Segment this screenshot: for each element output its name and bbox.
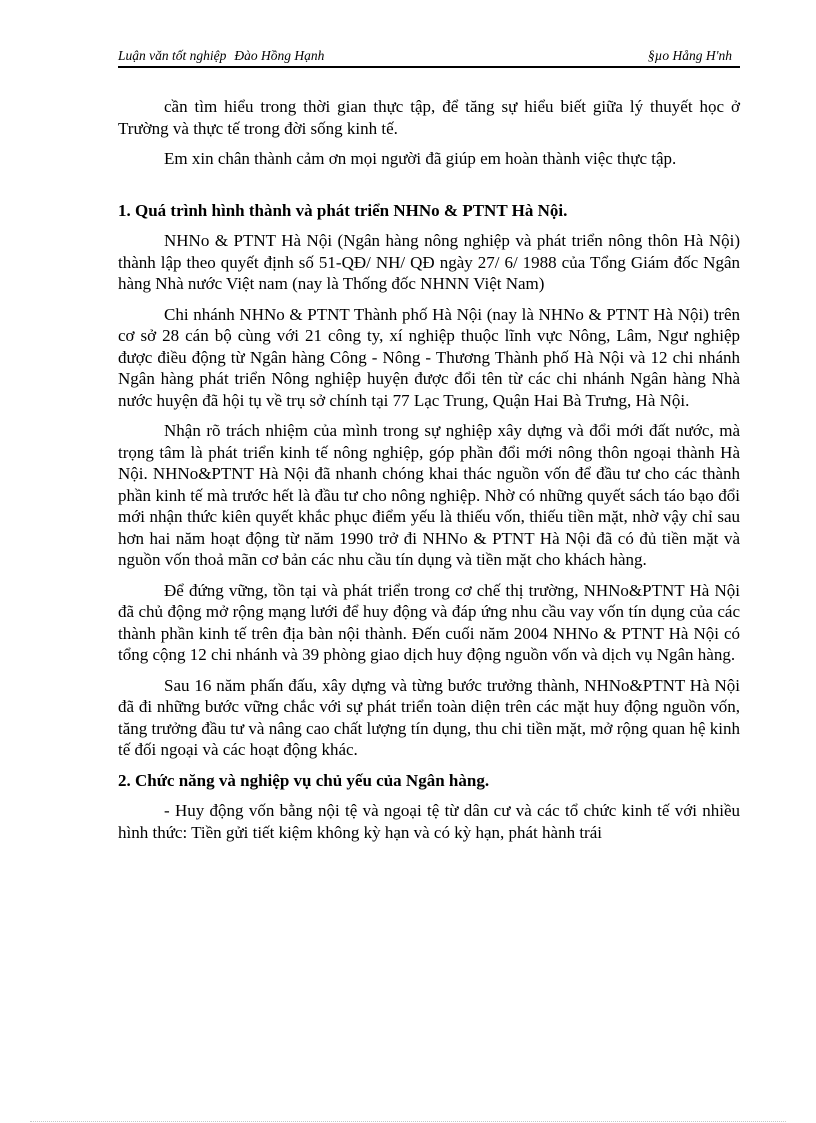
page-header xyxy=(118,46,740,68)
section-2-heading: 2. Chức năng và nghiệp vụ chủ yếu của Ngân hàng. xyxy=(118,770,490,790)
header-left xyxy=(118,48,324,64)
document-body xyxy=(118,96,740,852)
page-bottom-divider xyxy=(30,1121,786,1122)
section-1-heading: 1. Quá trình hình thành và phát triển NHNo & PTNT Hà Nội. xyxy=(118,200,568,220)
section-1-paragraph-1: NHNo & PTNT Hà Nội (Ngân hàng nông nghiệp và phát triển nông thôn Hà Nội) thành lập theo quyết định số 51-QĐ/ NH/ QĐ ngày 27/ 6/ 1988 của Tổng Giám đốc Ngân hàng Nhà nước Việt nam (nay là Thống đốc NHNN Việt Nam) xyxy=(118,231,740,293)
header-author: Đào Hồng Hạnh xyxy=(234,48,325,63)
section-2-paragraph-1: - Huy động vốn bằng nội tệ và ngoại tệ từ dân cư và các tổ chức kinh tế với nhiều hình thức: Tiền gửi tiết kiệm không kỳ hạn và có kỳ hạn, phát hành trái xyxy=(118,801,740,842)
section-1-paragraph-5: Sau 16 năm phấn đấu, xây dựng và từng bước trưởng thành, NHNo&PTNT Hà Nội đã đi những bước vững chắc với sự phát triển toàn diện trên các mặt huy động nguồn vốn, tăng trưởng đầu tư và nâng cao chất lượng tín dụng, thu chi tiền mặt, mở rộng quan hệ kinh tế đối ngoại và các hoạt động khác. xyxy=(118,675,740,759)
section-1-paragraph-2: Chi nhánh NHNo & PTNT Thành phố Hà Nội (nay là NHNo & PTNT Hà Nội) trên cơ sở 28 cán bộ cùng với 21 công ty, xí nghiệp thuộc lĩnh vực Nông, Lâm, Ngư nghiệp được điều động từ Ngân hàng Công - Nông - Thương Thành phố Hà Nội và 12 chi nhánh Ngân hàng phát triển Nông nghiệp huyện được đổi tên từ các chi nhánh Ngân hàng Nhà nước huyện đã hội tụ về trụ sở chính tại 77 Lạc Trung, Quận Hai Bà Trưng, Hà Nội. xyxy=(118,304,740,410)
header-title: Luận văn tốt nghiệp xyxy=(118,48,227,63)
section-1-paragraph-4: Để đứng vững, tồn tại và phát triển trong cơ chế thị trường, NHNo&PTNT Hà Nội đã chủ động mở rộng mạng lưới để huy động và đáp ứng nhu cầu vay vốn tín dụng của các thành phần kinh tế trên địa bàn nội thành. Đến cuối năm 2004 NHNo & PTNT Hà Nội có tổng cộng 12 chi nhánh và 39 phòng giao dịch huy động nguồn vốn và dịch vụ Ngân hàng. xyxy=(118,580,740,664)
intro-paragraph-2: Em xin chân thành cảm ơn mọi người đã giúp em hoàn thành việc thực tập. xyxy=(164,149,677,168)
intro-paragraph-1: cần tìm hiểu trong thời gian thực tập, để tăng sự hiểu biết giữa lý thuyết học ở Trường và thực tế trong đời sống kinh tế. xyxy=(118,97,740,138)
section-1-paragraph-3: Nhận rõ trách nhiệm của mình trong sự nghiệp xây dựng và đổi mới đất nước, mà trọng tâm là phát triển kinh tế nông nghiệp, góp phần đổi mới nông thôn ngoại thành Hà Nội. NHNo&PTNT Hà Nội đã nhanh chóng khai thác nguồn vốn để đầu tư cho các thành phần kinh tế mà trước hết là đầu tư cho nông nghiệp. Nhờ có những quyết sách táo bạo đổi mới nhận thức kiên quyết khắc phục điểm yếu là thiếu vốn, thiếu tiền mặt, nhờ vậy chỉ sau hơn hai năm hoạt động từ năm 1990 trở đi NHNo & PTNT Hà Nội đã có đủ tiền mặt và nguồn vốn thoả mãn cơ bản các nhu cầu tín dụng và tiền mặt cho khách hàng. xyxy=(118,421,740,569)
header-right-text: §µo Hång H'nh xyxy=(647,48,732,63)
